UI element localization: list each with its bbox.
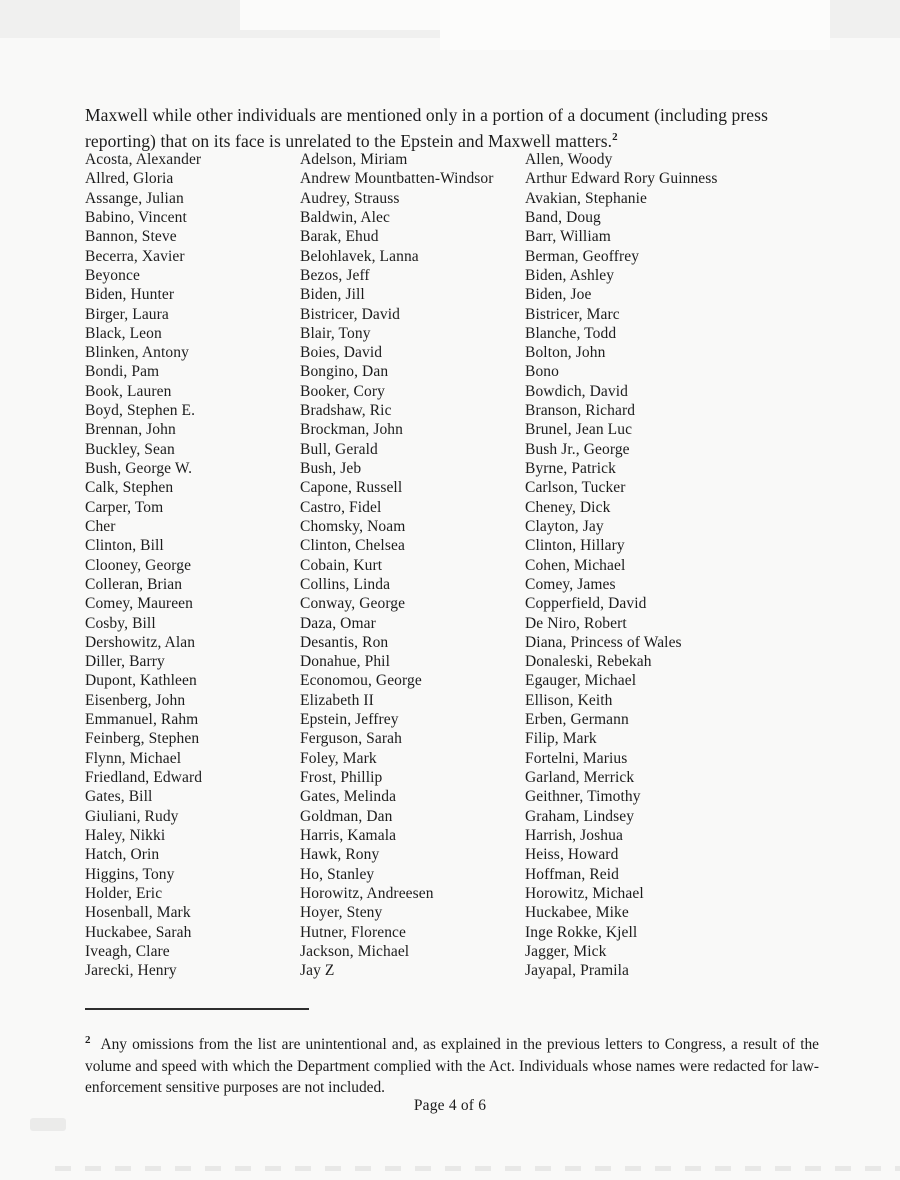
- name-list-item: Bongino, Dan: [300, 363, 389, 381]
- name-list-item: Cobain, Kurt: [300, 556, 383, 574]
- name-list-item: Huckabee, Sarah: [85, 923, 192, 941]
- name-list-item: Band, Doug: [525, 208, 601, 226]
- name-list-item: Bull, Gerald: [300, 440, 378, 458]
- name-list-item: Bondi, Pam: [85, 363, 160, 381]
- name-list-item: Black, Leon: [85, 324, 162, 342]
- name-list-item: Brennan, John: [85, 421, 176, 439]
- scan-artifact-top-light2: [440, 0, 830, 50]
- name-list-item: Biden, Joe: [525, 286, 592, 304]
- scan-artifact-bottom-dashes: [55, 1166, 900, 1171]
- name-list-item: Clinton, Bill: [85, 537, 164, 555]
- name-list-item: Colleran, Brian: [85, 575, 183, 593]
- name-list-item: Biden, Ashley: [525, 266, 615, 284]
- name-list-item: Emmanuel, Rahm: [85, 711, 199, 729]
- name-list-item: Byrne, Patrick: [525, 460, 616, 477]
- name-list-item: Carlson, Tucker: [525, 479, 626, 497]
- name-list-item: Elizabeth II: [300, 691, 374, 709]
- name-list-item: Garland, Merrick: [525, 769, 635, 786]
- name-list-item: Bezos, Jeff: [300, 266, 370, 284]
- name-list-item: Blanche, Todd: [525, 324, 617, 342]
- name-list-item: Gates, Bill: [85, 788, 153, 806]
- name-list-item: Goldman, Dan: [300, 807, 393, 825]
- name-list-item: Bush Jr., George: [525, 440, 630, 458]
- name-list-item: Jarecki, Henry: [85, 962, 177, 980]
- name-list-item: Adelson, Miriam: [300, 151, 408, 168]
- name-list-item: Branson, Richard: [525, 402, 636, 420]
- name-list-item: Bowdich, David: [525, 382, 628, 400]
- name-list-item: Barak, Ehud: [300, 228, 379, 246]
- name-list: [85, 150, 845, 980]
- name-list-item: Blair, Tony: [300, 324, 371, 342]
- name-list-item: Bolton, John: [525, 344, 606, 362]
- name-list-item: Allen, Woody: [525, 151, 613, 168]
- name-list-item: De Niro, Robert: [525, 614, 627, 632]
- name-list-item: Filip, Mark: [525, 730, 597, 748]
- name-list-item: Egauger, Michael: [525, 672, 637, 690]
- name-list-item: Dupont, Kathleen: [85, 672, 197, 690]
- name-list-item: Iveagh, Clare: [85, 942, 170, 960]
- name-list-item: Allred, Gloria: [85, 170, 174, 188]
- name-list-item: Jayapal, Pramila: [525, 962, 630, 980]
- name-list-item: Gates, Melinda: [300, 788, 397, 806]
- name-list-item: Frost, Phillip: [300, 769, 383, 786]
- name-list-item: Harrish, Joshua: [525, 826, 623, 844]
- name-list-item: Comey, Maureen: [85, 595, 194, 613]
- name-list-item: Holder, Eric: [85, 884, 163, 902]
- name-list-item: Barr, William: [525, 228, 611, 246]
- name-list-item: Copperfield, David: [525, 595, 647, 613]
- name-list-item: Erben, Germann: [525, 711, 629, 729]
- name-list-item: Bush, Jeb: [300, 460, 362, 477]
- name-list-item: Friedland, Edward: [85, 769, 203, 786]
- intro-footnote-reference: 2: [612, 130, 618, 143]
- name-list-item: Bradshaw, Ric: [300, 402, 392, 420]
- name-list-item: Desantis, Ron: [300, 633, 389, 651]
- name-list-item: Higgins, Tony: [85, 865, 175, 883]
- name-list-item: Calk, Stephen: [85, 479, 174, 497]
- name-list-item: Clayton, Jay: [525, 517, 604, 535]
- name-list-item: Ho, Stanley: [300, 865, 375, 883]
- name-list-item: Boies, David: [300, 344, 383, 362]
- name-list-item: Donaleski, Rebekah: [525, 653, 652, 671]
- name-list-item: Geithner, Timothy: [525, 788, 641, 806]
- name-list-item: Jay Z: [300, 962, 335, 980]
- name-list-item: Andrew Mountbatten-Windsor: [300, 170, 494, 188]
- name-list-item: Collins, Linda: [300, 575, 391, 593]
- name-list-item: Hutner, Florence: [300, 923, 406, 941]
- name-list-item: Graham, Lindsey: [525, 807, 635, 825]
- name-list-item: Cheney, Dick: [525, 498, 611, 516]
- name-list-item: Belohlavek, Lanna: [300, 247, 419, 265]
- page-number: Page 4 of 6: [413, 1097, 487, 1114]
- name-list-item: Foley, Mark: [300, 749, 377, 767]
- scan-artifact-smudge: [30, 1118, 66, 1131]
- name-list-item: Beyonce: [85, 266, 140, 284]
- name-list-item: Comey, James: [525, 575, 616, 593]
- name-list-column-2: [300, 150, 525, 980]
- name-list-item: Heiss, Howard: [525, 846, 619, 864]
- name-list-item: Booker, Cory: [300, 382, 385, 400]
- name-list-item: Book, Lauren: [85, 382, 172, 400]
- name-list-item: Donahue, Phil: [300, 653, 390, 671]
- name-list-item: Epstein, Jeffrey: [300, 711, 399, 729]
- name-list-item: Conway, George: [300, 595, 406, 613]
- name-list-item: Babino, Vincent: [85, 208, 187, 226]
- name-list-item: Castro, Fidel: [300, 498, 382, 516]
- name-list-item: Birger, Laura: [85, 305, 169, 323]
- name-list-item: Hoyer, Steny: [300, 904, 383, 922]
- name-list-item: Feinberg, Stephen: [85, 730, 200, 748]
- name-list-item: Flynn, Michael: [85, 749, 182, 767]
- name-list-item: Bistricer, David: [300, 305, 400, 323]
- name-list-item: Carper, Tom: [85, 498, 164, 516]
- name-list-item: Chomsky, Noam: [300, 517, 406, 535]
- footnote-marker: 2: [85, 1034, 91, 1047]
- name-list-item: Jackson, Michael: [300, 942, 410, 960]
- name-list-item: Haley, Nikki: [85, 826, 166, 844]
- name-list-item: Clinton, Hillary: [525, 537, 625, 555]
- name-list-item: Diana, Princess of Wales: [525, 633, 682, 651]
- name-list-item: Blinken, Antony: [85, 344, 189, 362]
- name-list-item: Bistricer, Marc: [525, 305, 620, 323]
- name-list-item: Hawk, Rony: [300, 846, 380, 864]
- name-list-item: Acosta, Alexander: [85, 151, 202, 168]
- name-list-item: Buckley, Sean: [85, 440, 175, 458]
- name-list-item: Eisenberg, John: [85, 691, 186, 709]
- name-list-item: Horowitz, Michael: [525, 884, 644, 902]
- name-list-item: Clooney, George: [85, 556, 192, 574]
- name-list-column-1: [85, 150, 300, 980]
- intro-text: Maxwell while other individuals are mentioned only in a portion of a document (including press reporting) that on its face is unrelated to the Epstein and Maxwell matters.: [85, 104, 768, 151]
- footnote-text: Any omissions from the list are unintentional and, as explained in the previous letters to Congress, a result of the volume and speed with which the Department complied with the Act. Individuals whose names were redacted for law-enforcement sensitive purposes are not included.: [85, 1036, 819, 1097]
- name-list-item: Assange, Julian: [85, 189, 184, 207]
- name-list-item: Huckabee, Mike: [525, 904, 629, 922]
- name-list-item: Economou, George: [300, 672, 422, 690]
- footnote: [85, 1034, 819, 1099]
- name-list-item: Bono: [525, 363, 559, 381]
- name-list-item: Hoffman, Reid: [525, 865, 619, 883]
- name-list-item: Diller, Barry: [85, 653, 165, 671]
- name-list-item: Dershowitz, Alan: [85, 633, 196, 651]
- name-list-item: Daza, Omar: [300, 614, 376, 632]
- name-list-item: Bannon, Steve: [85, 228, 177, 246]
- name-list-item: Berman, Geoffrey: [525, 247, 640, 265]
- name-list-item: Giuliani, Rudy: [85, 807, 179, 825]
- name-list-item: Brockman, John: [300, 421, 403, 439]
- name-list-item: Becerra, Xavier: [85, 247, 185, 265]
- name-list-item: Baldwin, Alec: [300, 208, 390, 226]
- name-list-item: Biden, Hunter: [85, 286, 175, 304]
- name-list-item: Hosenball, Mark: [85, 904, 191, 922]
- name-list-item: Inge Rokke, Kjell: [525, 923, 638, 941]
- name-list-item: Arthur Edward Rory Guinness: [525, 170, 718, 188]
- name-list-item: Clinton, Chelsea: [300, 537, 405, 555]
- name-list-item: Avakian, Stephanie: [525, 189, 648, 207]
- intro-paragraph: [85, 102, 830, 154]
- name-list-item: Ferguson, Sarah: [300, 730, 402, 748]
- name-list-item: Harris, Kamala: [300, 826, 397, 844]
- name-list-item: Ellison, Keith: [525, 691, 613, 709]
- name-list-item: Fortelni, Marius: [525, 749, 628, 767]
- name-list-item: Brunel, Jean Luc: [525, 421, 633, 439]
- footnote-separator-rule: [85, 1008, 309, 1010]
- name-list-item: Biden, Jill: [300, 286, 365, 304]
- name-list-item: Cosby, Bill: [85, 614, 156, 632]
- name-list-item: Boyd, Stephen E.: [85, 402, 196, 420]
- name-list-item: Bush, George W.: [85, 460, 193, 477]
- name-list-item: Cher: [85, 517, 116, 535]
- name-list-item: Hatch, Orin: [85, 846, 160, 864]
- name-list-item: Jagger, Mick: [525, 942, 607, 960]
- name-list-item: Horowitz, Andreesen: [300, 884, 434, 902]
- name-list-item: Capone, Russell: [300, 479, 403, 497]
- name-list-column-3: [525, 150, 825, 980]
- name-list-item: Cohen, Michael: [525, 556, 626, 574]
- name-list-item: Audrey, Strauss: [300, 189, 400, 207]
